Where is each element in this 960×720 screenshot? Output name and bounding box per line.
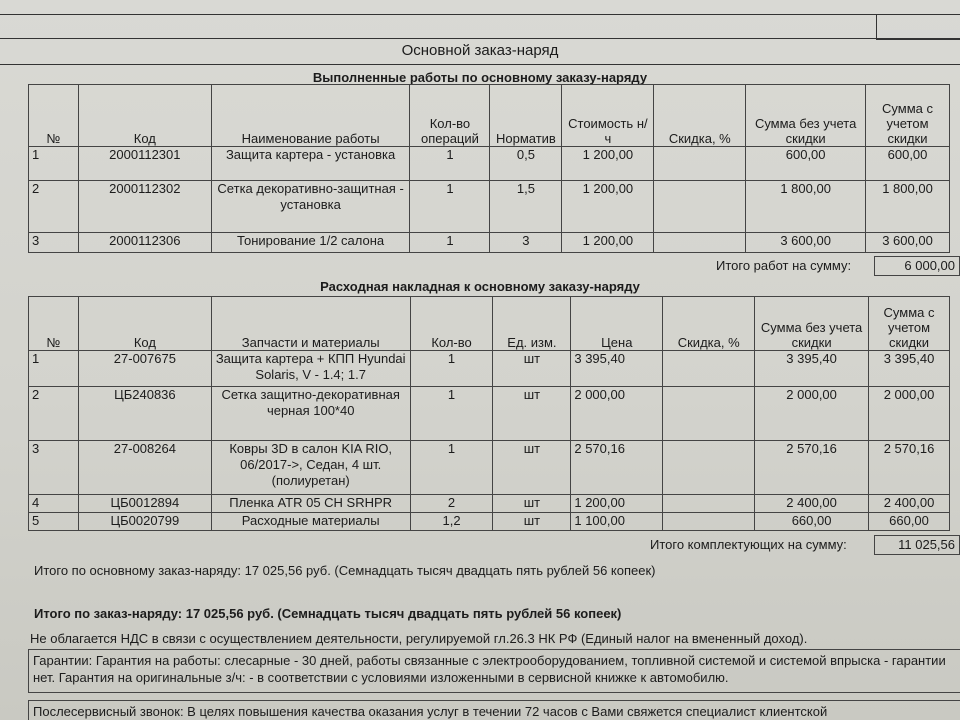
callback-box: Послесервисный звонок: В целях повышения качества оказания услуг в течении 72 часов с Вами свяжется специалист клиентской (28, 700, 960, 720)
cell-code: 2000112302 (78, 181, 211, 233)
cell-num: 5 (29, 513, 79, 531)
cell-sum-no-disc: 2 000,00 (755, 387, 869, 441)
cell-code: ЦБ0020799 (78, 513, 211, 531)
col-price: Цена (571, 297, 663, 351)
cell-code: 27-007675 (78, 351, 211, 387)
parts-table (28, 296, 950, 531)
cell-num: 1 (29, 351, 79, 387)
col-code: Код (78, 297, 211, 351)
cell-qty: 1 (410, 387, 493, 441)
cell-sum-disc: 1 800,00 (866, 181, 950, 233)
cell-price: 1 200,00 (571, 495, 663, 513)
cell-sum-no-disc: 2 400,00 (755, 495, 869, 513)
order-total: Итого по заказ-наряду: 17 025,56 руб. (Семнадцать тысяч двадцать пять рублей 56 копеек) (34, 606, 622, 621)
cell-cost: 1 200,00 (562, 181, 654, 233)
page-title: Основной заказ-наряд (401, 42, 559, 59)
cell-num: 2 (29, 181, 79, 233)
cell-name: Ковры 3D в салон KIA RIO, 06/2017->, Седан, 4 шт. (полиуретан) (211, 441, 410, 495)
table-row (29, 233, 950, 253)
cell-discount (663, 441, 755, 495)
cell-cost: 1 200,00 (562, 147, 654, 181)
cell-sum-disc: 600,00 (866, 147, 950, 181)
cell-norm: 3 (490, 233, 562, 253)
cell-norm: 1,5 (490, 181, 562, 233)
cell-sum-no-disc: 3 600,00 (746, 233, 866, 253)
cell-norm: 0,5 (490, 147, 562, 181)
works-total-value: 6 000,00 (874, 256, 960, 276)
col-sum-no-disc: Сумма без учета скидки (746, 85, 866, 147)
cell-price: 1 100,00 (571, 513, 663, 531)
table-row (29, 495, 950, 513)
cell-qty: 1,2 (410, 513, 493, 531)
cell-name: Пленка ATR 05 CH SRHPR (211, 495, 410, 513)
cell-sum-disc: 660,00 (869, 513, 950, 531)
table-row (29, 387, 950, 441)
warranty-box: Гарантии: Гарантия на работы: слесарные - 30 дней, работы связанные с электрооборудованием, топливной системой и системой впрыска - гарантии нет. Гарантия на оригинальные з/ч: - в соответствии с условиями изложенными в сервисной книжке к автомобилю. (28, 649, 960, 693)
cell-discount (654, 147, 746, 181)
cell-cost: 1 200,00 (562, 233, 654, 253)
parts-total-label: Итого комплектующих на сумму: (650, 537, 847, 552)
vat-note: Не облагается НДС в связи с осуществлением деятельности, регулируемой гл.26.3 НК РФ (Единый налог на вмененный доход). (30, 631, 808, 646)
cell-code: 27-008264 (78, 441, 211, 495)
col-norm: Норматив (490, 85, 562, 147)
cell-sum-disc: 3 395,40 (869, 351, 950, 387)
cell-sum-no-disc: 1 800,00 (746, 181, 866, 233)
cell-sum-disc: 3 600,00 (866, 233, 950, 253)
cell-code: ЦБ240836 (78, 387, 211, 441)
table-row (29, 351, 950, 387)
col-sum-no-disc: Сумма без учета скидки (755, 297, 869, 351)
cell-unit: шт (493, 441, 571, 495)
cell-sum-disc: 2 400,00 (869, 495, 950, 513)
cell-num: 3 (29, 441, 79, 495)
cell-unit: шт (493, 513, 571, 531)
cell-name: Расходные материалы (211, 513, 410, 531)
cell-qty: 2 (410, 495, 493, 513)
col-qty: Кол-во (410, 297, 493, 351)
cell-name: Защита картера - установка (211, 147, 410, 181)
cell-discount (654, 181, 746, 233)
col-discount: Скидка, % (663, 297, 755, 351)
cell-price: 3 395,40 (571, 351, 663, 387)
cell-discount (663, 351, 755, 387)
cell-code: 2000112301 (78, 147, 211, 181)
col-cost: Стоимость н/ч (562, 85, 654, 147)
table-row (29, 513, 950, 531)
cell-discount (654, 233, 746, 253)
cell-ops: 1 (410, 233, 490, 253)
cell-discount (663, 495, 755, 513)
cell-num: 3 (29, 233, 79, 253)
col-unit: Ед. изм. (493, 297, 571, 351)
parts-heading: Расходная накладная к основному заказу-наряду (320, 279, 640, 294)
col-name: Запчасти и материалы (211, 297, 410, 351)
cell-name: Тонирование 1/2 салона (211, 233, 410, 253)
main-order-total: Итого по основному заказ-наряду: 17 025,56 руб. (Семнадцать тысяч двадцать пять рублей 56 копеек) (34, 563, 656, 578)
cell-sum-disc: 2 570,16 (869, 441, 950, 495)
cell-price: 2 000,00 (571, 387, 663, 441)
cell-ops: 1 (410, 181, 490, 233)
cell-sum-no-disc: 600,00 (746, 147, 866, 181)
header-rule (0, 38, 960, 39)
cell-sum-no-disc: 2 570,16 (755, 441, 869, 495)
cell-ops: 1 (410, 147, 490, 181)
cell-price: 2 570,16 (571, 441, 663, 495)
works-table (28, 84, 950, 253)
cell-sum-no-disc: 3 395,40 (755, 351, 869, 387)
cell-qty: 1 (410, 351, 493, 387)
cell-name: Сетка декоративно-защитная - установка (211, 181, 410, 233)
cell-name: Защита картера + КПП Hyundai Solaris, V - 1.4; 1.7 (211, 351, 410, 387)
col-code: Код (78, 85, 211, 147)
table-row (29, 181, 950, 233)
top-corner-box (876, 14, 960, 40)
cell-sum-disc: 2 000,00 (869, 387, 950, 441)
works-heading: Выполненные работы по основному заказу-наряду (312, 70, 648, 85)
cell-unit: шт (493, 495, 571, 513)
cell-num: 1 (29, 147, 79, 181)
col-discount: Скидка, % (654, 85, 746, 147)
table-row (29, 441, 950, 495)
col-num: № (29, 85, 79, 147)
works-header-row (29, 85, 950, 147)
cell-code: 2000112306 (78, 233, 211, 253)
cell-discount (663, 387, 755, 441)
cell-num: 4 (29, 495, 79, 513)
col-name: Наименование работы (211, 85, 410, 147)
parts-total-value: 11 025,56 (874, 535, 960, 555)
cell-qty: 1 (410, 441, 493, 495)
parts-header-row (29, 297, 950, 351)
col-num: № (29, 297, 79, 351)
cell-unit: шт (493, 351, 571, 387)
top-rule (0, 14, 960, 15)
cell-num: 2 (29, 387, 79, 441)
title-rule (0, 64, 960, 65)
cell-sum-no-disc: 660,00 (755, 513, 869, 531)
col-sum-disc: Сумма с учетом скидки (866, 85, 950, 147)
cell-code: ЦБ0012894 (78, 495, 211, 513)
col-ops: Кол-во операций (410, 85, 490, 147)
table-row (29, 147, 950, 181)
cell-discount (663, 513, 755, 531)
cell-name: Сетка защитно-декоративная черная 100*40 (211, 387, 410, 441)
works-total-label: Итого работ на сумму: (716, 258, 852, 273)
cell-unit: шт (493, 387, 571, 441)
col-sum-disc: Сумма с учетом скидки (869, 297, 950, 351)
